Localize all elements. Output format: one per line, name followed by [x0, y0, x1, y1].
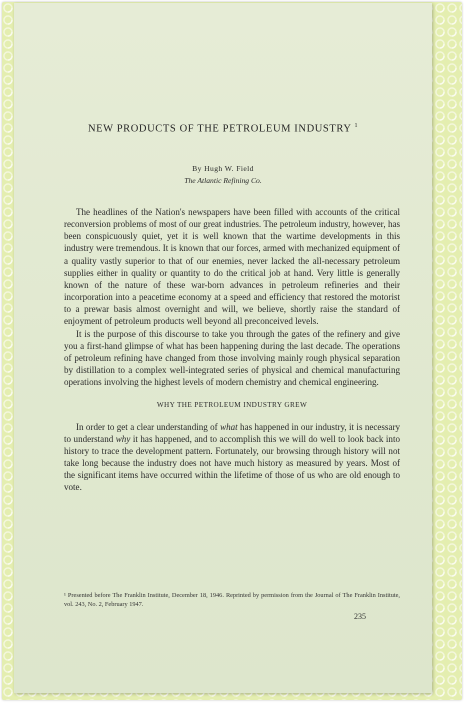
article-body: [64, 206, 400, 493]
article-title-text: NEW PRODUCTS OF THE PETROLEUM INDUSTRY: [87, 123, 352, 135]
paragraph-text: it has happened, and to accomplish this we will do well to look back into history to trace the development pattern. Fortunately, our browsing through history will not take long because the industry does not have much history as measured by years. Most of the significant items have occurred within the lifetime of those of us who are old enough to vote.: [64, 433, 400, 493]
paragraph: It is the purpose of this discourse to take you through the gates of the refinery and give you a first-hand glimpse of what has been happening during the last decade. The operations of petroleum refining have changed from those involving mainly rough physical separation by distillation to a complex well-integrated series of physical and chemical manufacturing operations involving the highest levels of modern chemistry and chemical engineering.: [64, 328, 400, 388]
footnote-marker: 1: [354, 123, 359, 129]
paragraph: The headlines of the Nation's newspapers have been filled with accounts of the critical reconversion problems of most of our great industries. The petroleum industry, however, has been conspicuously quiet, yet it is well known that the wartime developments in this industry were tremendous. It is known that our forces, armed with mechanized equipment of a quality vastly superior to that of our enemies, never lacked the all-necessary petroleum supplies either in quality or quantity to do the critical job at hand. Very little is generally known of the nature of these war-born advances in petroleum refineries and their incorporation into a peacetime economy at a speed and efficiency that restored the motorist to a prewar basis almost overnight and will, we believe, shortly raise the standard of enjoyment of petroleum products well beyond all preconceived levels.: [64, 207, 400, 327]
paragraph: [64, 421, 400, 494]
paragraph-text: has happened in our industry, it is necessary to understand: [64, 421, 401, 444]
paragraph-text: In order to get a clear understanding of: [76, 421, 221, 432]
page-number: 235: [354, 612, 366, 621]
emphasis-text: what: [220, 421, 238, 432]
byline: [14, 163, 432, 187]
author-affiliation: The Atlantic Refining Co.: [184, 176, 262, 185]
document-page: [14, 3, 432, 693]
footnote: ¹ Presented before The Franklin Institute, December 18, 1946. Reprinted by permission from the Journal of The Franklin Institute, vol. 243, No. 2, February 1947.: [64, 592, 400, 608]
author-name: By Hugh W. Field: [192, 164, 254, 173]
emphasis-text: why: [115, 433, 131, 444]
article-title: [14, 123, 432, 135]
section-heading: WHY THE PETROLEUM INDUSTRY GREW: [156, 401, 308, 410]
